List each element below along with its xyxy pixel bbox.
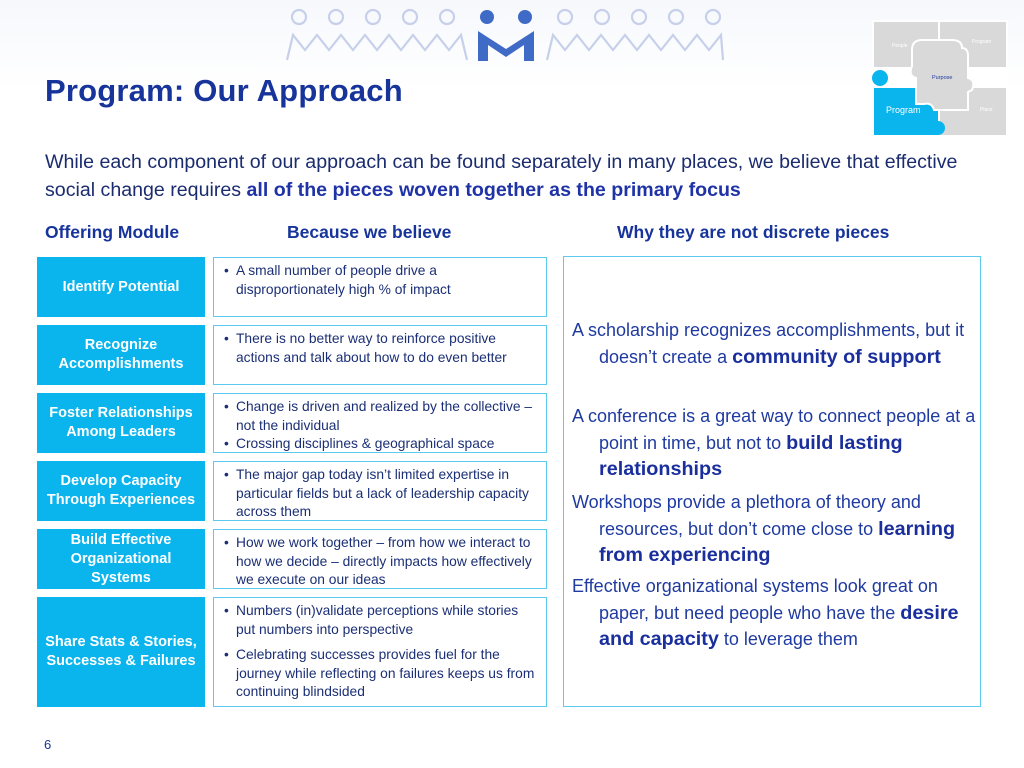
module-recognize-accomplishments: Recognize Accomplishments [37,325,205,385]
column-header-why: Why they are not discrete pieces [617,222,890,242]
people-chain-logo [285,5,725,63]
why-emphasis: build lasting relationships [599,431,903,480]
why-box [563,256,981,707]
intro-text: While each component of our approach can be found separately in many places, we believe that effective social change requires [45,151,958,201]
puzzle-label-people: People [892,43,908,49]
puzzle-label-top-right: Program [972,39,992,45]
puzzle-label-purpose: Purpose [932,75,953,81]
page-title: Program: Our Approach [45,73,403,108]
module-build-systems: Build Effective Organizational Systems [37,529,205,589]
belief-box-build-systems [213,529,547,589]
column-header-module: Offering Module [45,222,180,242]
why-item-conference [572,403,977,483]
why-text: Workshops provide a plethora of theory and resources, but don’t come close to [572,492,921,539]
why-item-scholarship [572,317,977,370]
column-header-belief: Because we believe [287,222,452,242]
module-identify-potential: Identify Potential [37,257,205,317]
why-text: A conference is a great way to connect people at a point in time, but not to [572,406,976,453]
belief-item: • Change is driven and realized by the collective – not the individual [222,398,540,435]
belief-box-recognize-accomplishments [213,325,547,385]
puzzle-graphic [872,20,1008,137]
why-text: A scholarship recognizes accomplishments, but it doesn’t create a [572,320,965,367]
belief-box-share-stats [213,597,547,707]
why-text: Effective organizational systems look great on paper, but need people who have the [572,576,938,623]
module-foster-relationships: Foster Relationships Among Leaders [37,393,205,453]
module-share-stats: Share Stats & Stories, Successes & Failures [37,597,205,707]
intro-emphasis: all of the pieces woven together as the primary focus [246,179,741,201]
belief-item: • There is no better way to reinforce positive actions and talk about how to do even better [222,330,540,367]
page-number: 6 [44,737,52,752]
belief-item: • Numbers (in)validate perceptions while stories put numbers into perspective [222,602,540,639]
module-develop-capacity: Develop Capacity Through Experiences [37,461,205,521]
why-emphasis: desire and capacity [599,601,959,650]
why-emphasis: learning from experiencing [599,517,956,566]
belief-item: • Celebrating successes provides fuel for the journey while reflecting on failures keeps us from continuing blindsided [222,646,540,702]
belief-box-identify-potential [213,257,547,317]
belief-box-develop-capacity [213,461,547,521]
intro-paragraph [45,148,1005,204]
why-item-workshops [572,489,977,569]
why-tail: to leverage them [718,629,858,649]
puzzle-label-place: Place [980,107,993,113]
belief-item: • Crossing disciplines & geographical space [222,435,540,454]
belief-item: • A small number of people drive a disproportionately high % of impact [222,262,540,299]
belief-box-foster-relationships [213,393,547,453]
belief-item: • The major gap today isn’t limited expertise in particular fields but a lack of leadership capacity across them [222,466,540,522]
puzzle-label-program: Program [886,105,921,115]
why-emphasis: community of support [732,345,941,368]
why-item-systems [572,573,977,653]
belief-item: • How we work together – from how we interact to how we decide – directly impacts how effectively we execute on our ideas [222,534,540,590]
